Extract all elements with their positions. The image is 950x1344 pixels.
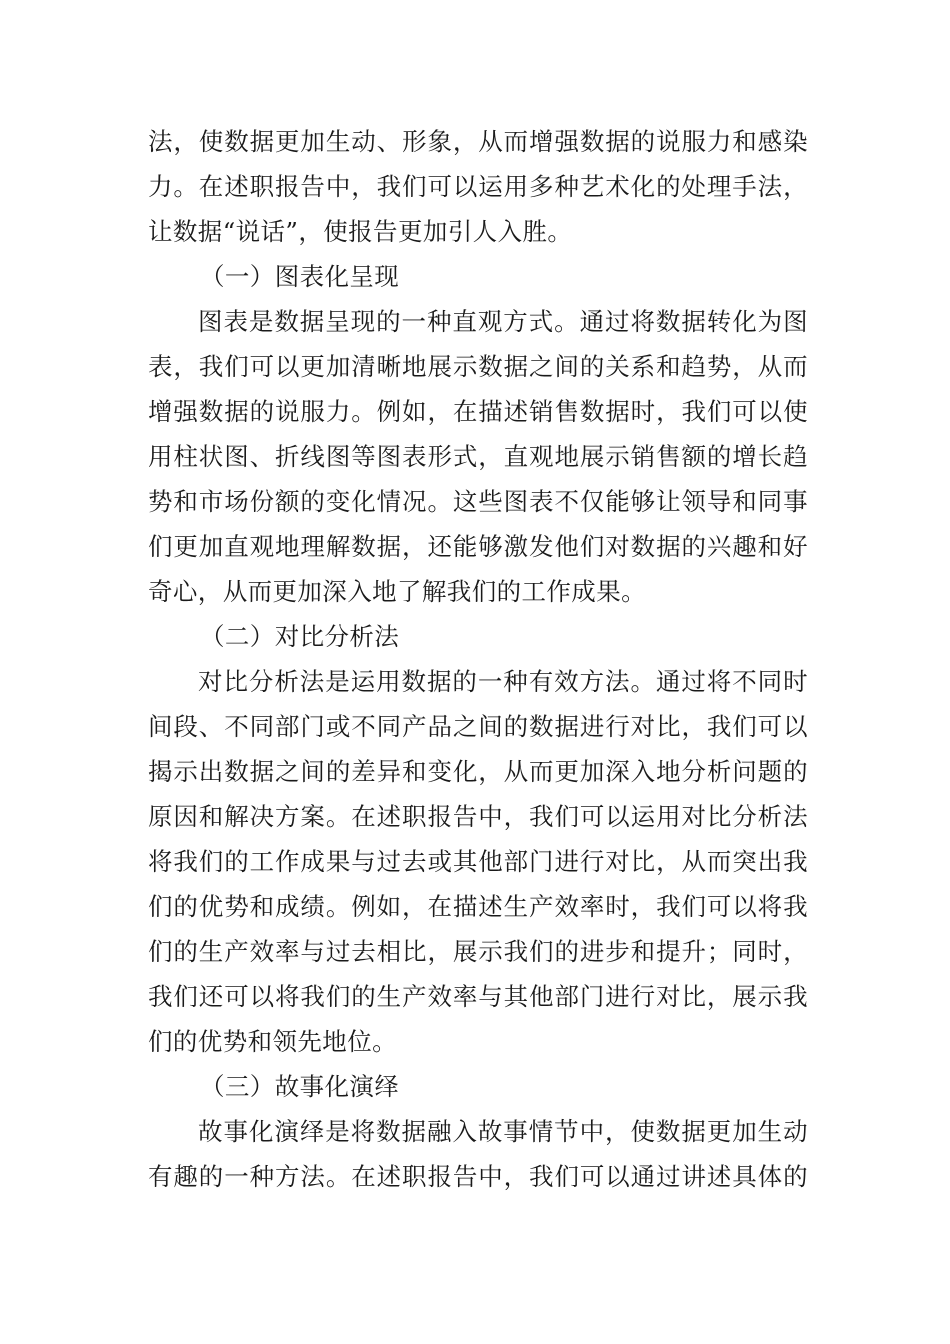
section-heading-1: （一）图表化呈现 [200,262,400,291]
text-line: 用柱状图、折线图等图表形式，直观地展示销售额的增长趋 [148,442,808,471]
text-line: 势和市场份额的变化情况。这些图表不仅能够让领导和同事 [148,487,808,516]
text-line: 们更加直观地理解数据，还能够激发他们对数据的兴趣和好 [148,532,808,561]
text-line: 们的生产效率与过去相比，展示我们的进步和提升；同时， [148,937,808,966]
text-line: 故事化演绎是将数据融入故事情节中，使数据更加生动 [198,1117,808,1146]
text-line: 原因和解决方案。在述职报告中，我们可以运用对比分析法 [148,802,808,831]
text-line: 奇心，从而更加深入地了解我们的工作成果。 [148,577,646,606]
text-line: 将我们的工作成果与过去或其他部门进行对比，从而突出我 [148,847,808,876]
text-line: 们的优势和成绩。例如，在描述生产效率时，我们可以将我 [148,892,808,921]
section-heading-3: （三）故事化演绎 [200,1072,400,1101]
text-line: 增强数据的说服力。例如，在描述销售数据时，我们可以使 [148,397,808,426]
text-line: 我们还可以将我们的生产效率与其他部门进行对比，展示我 [148,982,808,1011]
text-line: 图表是数据呈现的一种直观方式。通过将数据转化为图 [198,307,808,336]
text-line: 法，使数据更加生动、形象，从而增强数据的说服力和感染 [148,127,808,156]
text-line: 对比分析法是运用数据的一种有效方法。通过将不同时 [198,667,808,696]
text-line: 们的优势和领先地位。 [148,1027,397,1056]
section-heading-2: （二）对比分析法 [200,622,400,651]
text-line: 揭示出数据之间的差异和变化，从而更加深入地分析问题的 [148,757,808,786]
text-line: 有趣的一种方法。在述职报告中，我们可以通过讲述具体的 [148,1162,808,1191]
text-line: 间段、不同部门或不同产品之间的数据进行对比，我们可以 [148,712,808,741]
text-line: 让数据“说话”，使报告更加引人入胜。 [148,217,573,246]
document-body [148,119,808,1199]
text-line: 力。在述职报告中，我们可以运用多种艺术化的处理手法， [148,172,808,201]
text-line: 表，我们可以更加清晰地展示数据之间的关系和趋势，从而 [148,352,808,381]
